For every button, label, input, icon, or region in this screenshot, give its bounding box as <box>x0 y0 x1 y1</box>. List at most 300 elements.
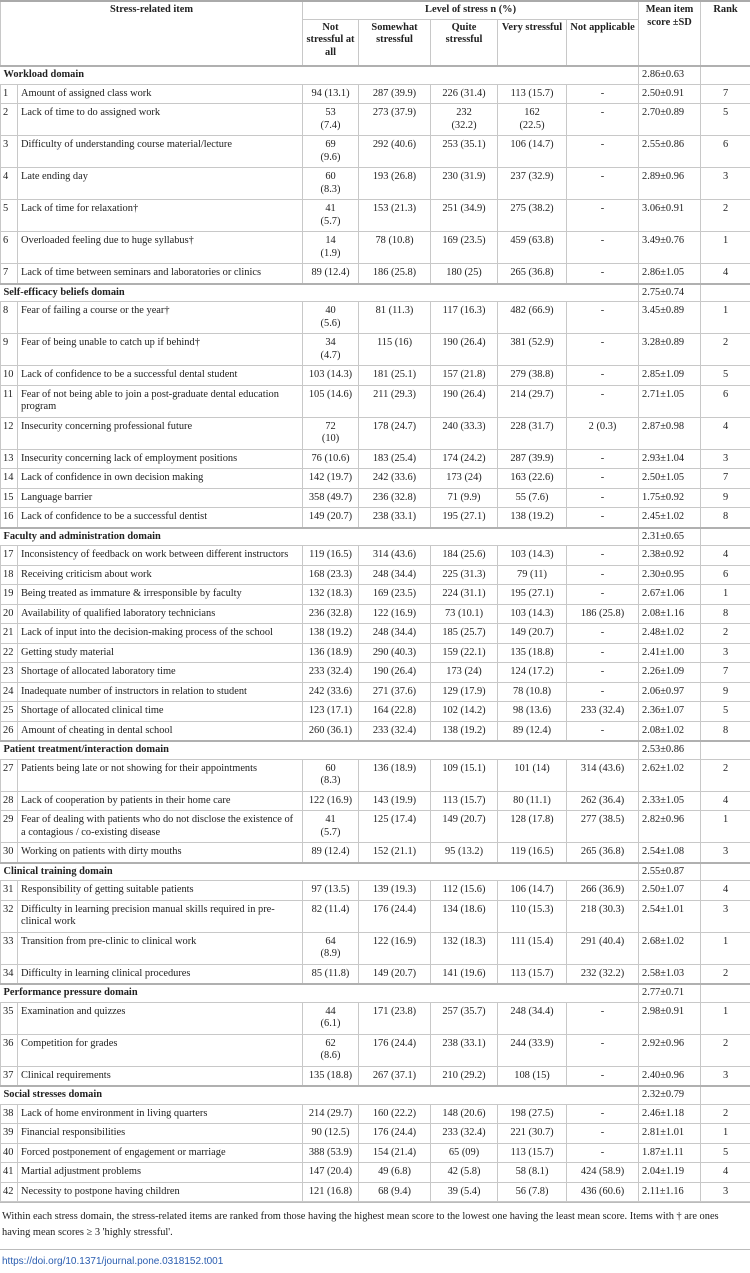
cell-somewhat-stressful: 49 (6.8) <box>359 1163 431 1183</box>
item-mean: 2.70±0.89 <box>639 104 701 136</box>
item-text: Shortage of allocated laboratory time <box>18 663 303 683</box>
cell-not-stressful: 60 (8.3) <box>303 759 359 791</box>
cell-very-stressful: 163 (22.6) <box>498 469 567 489</box>
table-row <box>1 264 750 284</box>
cell-not-stressful: 41 (5.7) <box>303 200 359 232</box>
item-mean: 2.86±1.05 <box>639 264 701 284</box>
cell-very-stressful: 162 (22.5) <box>498 104 567 136</box>
cell-not-stressful: 76 (10.6) <box>303 449 359 469</box>
cell-not-applicable: - <box>567 1104 639 1124</box>
cell-not-stressful: 53 (7.4) <box>303 104 359 136</box>
cell-quite-stressful: 173 (24) <box>431 663 498 683</box>
item-text: Financial responsibilities <box>18 1124 303 1144</box>
item-rank: 2 <box>701 1034 750 1066</box>
cell-not-applicable: - <box>567 565 639 585</box>
cell-quite-stressful: 240 (33.3) <box>431 417 498 449</box>
item-number: 14 <box>1 469 18 489</box>
cell-not-applicable: - <box>567 721 639 741</box>
cell-somewhat-stressful: 183 (25.4) <box>359 449 431 469</box>
item-text: Lack of confidence in own decision making <box>18 469 303 489</box>
domain-row <box>1 1086 750 1104</box>
domain-row <box>1 528 750 546</box>
cell-very-stressful: 79 (11) <box>498 565 567 585</box>
cell-very-stressful: 56 (7.8) <box>498 1182 567 1202</box>
item-rank: 4 <box>701 881 750 901</box>
cell-somewhat-stressful: 242 (33.6) <box>359 469 431 489</box>
item-mean: 2.36±1.07 <box>639 702 701 722</box>
item-text: Amount of assigned class work <box>18 84 303 104</box>
item-text: Lack of home environment in living quarters <box>18 1104 303 1124</box>
header-rank: Rank <box>701 1 750 66</box>
item-text: Receiving criticism about work <box>18 565 303 585</box>
item-mean: 3.28±0.89 <box>639 334 701 366</box>
cell-very-stressful: 214 (29.7) <box>498 385 567 417</box>
item-number: 27 <box>1 759 18 791</box>
item-text: Language barrier <box>18 488 303 508</box>
item-text: Fear of not being able to join a post-graduate dental education program <box>18 385 303 417</box>
item-text: Fear of being unable to catch up if behind† <box>18 334 303 366</box>
item-number: 35 <box>1 1002 18 1034</box>
table-row <box>1 1124 750 1144</box>
cell-not-applicable: - <box>567 624 639 644</box>
table-row <box>1 900 750 932</box>
item-text: Overloaded feeling due to huge syllabus† <box>18 232 303 264</box>
table-row <box>1 136 750 168</box>
cell-very-stressful: 149 (20.7) <box>498 624 567 644</box>
table-row <box>1 84 750 104</box>
cell-not-stressful: 69 (9.6) <box>303 136 359 168</box>
table-row <box>1 1034 750 1066</box>
item-number: 42 <box>1 1182 18 1202</box>
item-rank: 9 <box>701 682 750 702</box>
cell-very-stressful: 58 (8.1) <box>498 1163 567 1183</box>
item-text: Lack of confidence to be a successful dental student <box>18 366 303 386</box>
cell-very-stressful: 138 (19.2) <box>498 508 567 528</box>
cell-quite-stressful: 224 (31.1) <box>431 585 498 605</box>
item-number: 7 <box>1 264 18 284</box>
header-item: Stress-related item <box>1 1 303 66</box>
table-row <box>1 721 750 741</box>
item-mean: 2.04±1.19 <box>639 1163 701 1183</box>
cell-quite-stressful: 157 (21.8) <box>431 366 498 386</box>
table-row <box>1 1104 750 1124</box>
cell-somewhat-stressful: 292 (40.6) <box>359 136 431 168</box>
item-number: 20 <box>1 604 18 624</box>
cell-very-stressful: 248 (34.4) <box>498 1002 567 1034</box>
cell-not-applicable: - <box>567 264 639 284</box>
item-text: Clinical requirements <box>18 1066 303 1086</box>
table-row <box>1 565 750 585</box>
item-number: 40 <box>1 1143 18 1163</box>
item-text: Lack of time for relaxation† <box>18 200 303 232</box>
table-row <box>1 302 750 334</box>
cell-not-stressful: 233 (32.4) <box>303 663 359 683</box>
table-row <box>1 417 750 449</box>
item-rank: 4 <box>701 417 750 449</box>
item-number: 16 <box>1 508 18 528</box>
cell-quite-stressful: 238 (33.1) <box>431 1034 498 1066</box>
item-rank: 6 <box>701 565 750 585</box>
item-mean: 2.06±0.97 <box>639 682 701 702</box>
item-mean: 1.75±0.92 <box>639 488 701 508</box>
domain-name: Patient treatment/interaction domain <box>1 741 639 759</box>
cell-somewhat-stressful: 122 (16.9) <box>359 604 431 624</box>
item-number: 18 <box>1 565 18 585</box>
cell-not-stressful: 90 (12.5) <box>303 1124 359 1144</box>
cell-not-applicable: - <box>567 449 639 469</box>
item-rank: 2 <box>701 964 750 984</box>
item-rank: 8 <box>701 508 750 528</box>
cell-quite-stressful: 149 (20.7) <box>431 811 498 843</box>
item-text: Insecurity concerning professional future <box>18 417 303 449</box>
cell-somewhat-stressful: 176 (24.4) <box>359 900 431 932</box>
item-number: 38 <box>1 1104 18 1124</box>
item-rank: 1 <box>701 811 750 843</box>
item-number: 10 <box>1 366 18 386</box>
cell-quite-stressful: 102 (14.2) <box>431 702 498 722</box>
cell-somewhat-stressful: 290 (40.3) <box>359 643 431 663</box>
cell-not-stressful: 97 (13.5) <box>303 881 359 901</box>
cell-quite-stressful: 226 (31.4) <box>431 84 498 104</box>
item-text: Lack of time between seminars and laboratories or clinics <box>18 264 303 284</box>
table-row <box>1 508 750 528</box>
table-row <box>1 385 750 417</box>
table-row <box>1 488 750 508</box>
table-row <box>1 104 750 136</box>
cell-not-applicable: - <box>567 1066 639 1086</box>
item-mean: 1.87±1.11 <box>639 1143 701 1163</box>
domain-rank-empty <box>701 1086 750 1104</box>
cell-somewhat-stressful: 267 (37.1) <box>359 1066 431 1086</box>
cell-very-stressful: 279 (38.8) <box>498 366 567 386</box>
item-number: 36 <box>1 1034 18 1066</box>
cell-quite-stressful: 117 (16.3) <box>431 302 498 334</box>
cell-somewhat-stressful: 136 (18.9) <box>359 759 431 791</box>
cell-quite-stressful: 95 (13.2) <box>431 843 498 863</box>
item-rank: 1 <box>701 1124 750 1144</box>
table-row <box>1 1002 750 1034</box>
item-rank: 3 <box>701 843 750 863</box>
item-text: Lack of cooperation by patients in their home care <box>18 791 303 811</box>
item-text: Difficulty in learning clinical procedures <box>18 964 303 984</box>
cell-not-applicable: - <box>567 366 639 386</box>
item-text: Fear of dealing with patients who do not disclose the existence of a contagious / co-existing disease <box>18 811 303 843</box>
domain-mean: 2.77±0.71 <box>639 984 701 1002</box>
item-number: 34 <box>1 964 18 984</box>
item-rank: 3 <box>701 900 750 932</box>
item-text: Amount of cheating in dental school <box>18 721 303 741</box>
cell-not-stressful: 85 (11.8) <box>303 964 359 984</box>
cell-very-stressful: 237 (32.9) <box>498 168 567 200</box>
cell-quite-stressful: 129 (17.9) <box>431 682 498 702</box>
header-mean: Mean item score ±SD <box>639 1 701 66</box>
cell-not-applicable: - <box>567 643 639 663</box>
item-mean: 2.82±0.96 <box>639 811 701 843</box>
item-mean: 2.38±0.92 <box>639 546 701 566</box>
item-mean: 2.11±1.16 <box>639 1182 701 1202</box>
cell-not-applicable: - <box>567 1143 639 1163</box>
item-mean: 2.50±1.07 <box>639 881 701 901</box>
item-mean: 2.50±0.91 <box>639 84 701 104</box>
cell-very-stressful: 482 (66.9) <box>498 302 567 334</box>
item-rank: 2 <box>701 200 750 232</box>
item-mean: 2.58±1.03 <box>639 964 701 984</box>
cell-not-applicable: 262 (36.4) <box>567 791 639 811</box>
cell-not-stressful: 142 (19.7) <box>303 469 359 489</box>
item-rank: 3 <box>701 1066 750 1086</box>
cell-very-stressful: 135 (18.8) <box>498 643 567 663</box>
item-number: 25 <box>1 702 18 722</box>
cell-quite-stressful: 185 (25.7) <box>431 624 498 644</box>
item-number: 8 <box>1 302 18 334</box>
cell-very-stressful: 113 (15.7) <box>498 1143 567 1163</box>
header-somewhat-stressful: Somewhat stressful <box>359 19 431 66</box>
item-rank: 8 <box>701 604 750 624</box>
item-number: 23 <box>1 663 18 683</box>
cell-not-stressful: 214 (29.7) <box>303 1104 359 1124</box>
domain-name: Clinical training domain <box>1 863 639 881</box>
item-rank: 7 <box>701 84 750 104</box>
domain-mean: 2.32±0.79 <box>639 1086 701 1104</box>
cell-not-stressful: 136 (18.9) <box>303 643 359 663</box>
cell-quite-stressful: 109 (15.1) <box>431 759 498 791</box>
item-text: Lack of input into the decision-making process of the school <box>18 624 303 644</box>
item-number: 24 <box>1 682 18 702</box>
cell-somewhat-stressful: 211 (29.3) <box>359 385 431 417</box>
item-text: Insecurity concerning lack of employment positions <box>18 449 303 469</box>
cell-very-stressful: 103 (14.3) <box>498 546 567 566</box>
cell-quite-stressful: 113 (15.7) <box>431 791 498 811</box>
domain-name: Performance pressure domain <box>1 984 639 1002</box>
item-rank: 2 <box>701 1104 750 1124</box>
cell-very-stressful: 101 (14) <box>498 759 567 791</box>
cell-not-applicable: - <box>567 84 639 104</box>
item-mean: 2.71±1.05 <box>639 385 701 417</box>
domain-rank-empty <box>701 741 750 759</box>
table-header <box>1 1 750 66</box>
cell-not-applicable: - <box>567 1124 639 1144</box>
cell-not-stressful: 64 (8.9) <box>303 932 359 964</box>
item-mean: 2.54±1.01 <box>639 900 701 932</box>
table-row <box>1 1143 750 1163</box>
cell-quite-stressful: 39 (5.4) <box>431 1182 498 1202</box>
cell-not-stressful: 358 (49.7) <box>303 488 359 508</box>
domain-mean: 2.31±0.65 <box>639 528 701 546</box>
cell-very-stressful: 108 (15) <box>498 1066 567 1086</box>
item-mean: 2.30±0.95 <box>639 565 701 585</box>
item-number: 33 <box>1 932 18 964</box>
item-text: Lack of time to do assigned work <box>18 104 303 136</box>
cell-quite-stressful: 174 (24.2) <box>431 449 498 469</box>
item-number: 41 <box>1 1163 18 1183</box>
item-number: 30 <box>1 843 18 863</box>
domain-rank-empty <box>701 863 750 881</box>
domain-row <box>1 863 750 881</box>
cell-somewhat-stressful: 186 (25.8) <box>359 264 431 284</box>
cell-not-applicable: - <box>567 385 639 417</box>
item-mean: 2.85±1.09 <box>639 366 701 386</box>
cell-quite-stressful: 180 (25) <box>431 264 498 284</box>
cell-very-stressful: 244 (33.9) <box>498 1034 567 1066</box>
table-row <box>1 1066 750 1086</box>
cell-somewhat-stressful: 233 (32.4) <box>359 721 431 741</box>
item-number: 19 <box>1 585 18 605</box>
item-text: Difficulty of understanding course material/lecture <box>18 136 303 168</box>
item-mean: 2.87±0.98 <box>639 417 701 449</box>
item-number: 17 <box>1 546 18 566</box>
cell-quite-stressful: 71 (9.9) <box>431 488 498 508</box>
domain-name: Workload domain <box>1 66 639 84</box>
domain-rank-empty <box>701 984 750 1002</box>
domain-row <box>1 741 750 759</box>
item-number: 28 <box>1 791 18 811</box>
item-number: 13 <box>1 449 18 469</box>
item-text: Inadequate number of instructors in relation to student <box>18 682 303 702</box>
item-mean: 2.67±1.06 <box>639 585 701 605</box>
item-text: Responsibility of getting suitable patients <box>18 881 303 901</box>
item-mean: 2.98±0.91 <box>639 1002 701 1034</box>
item-text: Inconsistency of feedback on work between different instructors <box>18 546 303 566</box>
cell-somewhat-stressful: 164 (22.8) <box>359 702 431 722</box>
header-level: Level of stress n (%) <box>303 1 639 19</box>
cell-not-applicable: 232 (32.2) <box>567 964 639 984</box>
cell-somewhat-stressful: 248 (34.4) <box>359 624 431 644</box>
domain-name: Social stresses domain <box>1 1086 639 1104</box>
domain-row <box>1 984 750 1002</box>
cell-quite-stressful: 138 (19.2) <box>431 721 498 741</box>
domain-name: Faculty and administration domain <box>1 528 639 546</box>
cell-very-stressful: 103 (14.3) <box>498 604 567 624</box>
cell-somewhat-stressful: 122 (16.9) <box>359 932 431 964</box>
cell-not-applicable: 424 (58.9) <box>567 1163 639 1183</box>
header-not-stressful: Not stressful at all <box>303 19 359 66</box>
item-rank: 5 <box>701 104 750 136</box>
item-number: 4 <box>1 168 18 200</box>
cell-quite-stressful: 195 (27.1) <box>431 508 498 528</box>
cell-not-stressful: 236 (32.8) <box>303 604 359 624</box>
cell-not-stressful: 123 (17.1) <box>303 702 359 722</box>
item-number: 32 <box>1 900 18 932</box>
item-mean: 2.48±1.02 <box>639 624 701 644</box>
doi-link[interactable]: https://doi.org/10.1371/journal.pone.0318152.t001 <box>0 1249 750 1273</box>
cell-not-stressful: 40 (5.6) <box>303 302 359 334</box>
cell-not-applicable: 265 (36.8) <box>567 843 639 863</box>
item-text: Transition from pre-clinic to clinical work <box>18 932 303 964</box>
header-not-applicable: Not applicable <box>567 19 639 66</box>
cell-not-stressful: 132 (18.3) <box>303 585 359 605</box>
cell-not-applicable: 233 (32.4) <box>567 702 639 722</box>
item-rank: 8 <box>701 721 750 741</box>
cell-very-stressful: 80 (11.1) <box>498 791 567 811</box>
cell-not-stressful: 44 (6.1) <box>303 1002 359 1034</box>
cell-somewhat-stressful: 125 (17.4) <box>359 811 431 843</box>
item-mean: 2.26±1.09 <box>639 663 701 683</box>
cell-not-applicable: 436 (60.6) <box>567 1182 639 1202</box>
cell-not-stressful: 260 (36.1) <box>303 721 359 741</box>
cell-very-stressful: 106 (14.7) <box>498 881 567 901</box>
table-row <box>1 232 750 264</box>
cell-somewhat-stressful: 181 (25.1) <box>359 366 431 386</box>
item-rank: 3 <box>701 1182 750 1202</box>
item-text: Patients being late or not showing for their appointments <box>18 759 303 791</box>
cell-not-applicable: - <box>567 488 639 508</box>
cell-quite-stressful: 134 (18.6) <box>431 900 498 932</box>
cell-very-stressful: 110 (15.3) <box>498 900 567 932</box>
item-text: Availability of qualified laboratory technicians <box>18 604 303 624</box>
cell-quite-stressful: 141 (19.6) <box>431 964 498 984</box>
table-row <box>1 881 750 901</box>
cell-not-stressful: 149 (20.7) <box>303 508 359 528</box>
item-number: 29 <box>1 811 18 843</box>
cell-quite-stressful: 184 (25.6) <box>431 546 498 566</box>
item-text: Necessity to postpone having children <box>18 1182 303 1202</box>
table-row <box>1 682 750 702</box>
item-number: 5 <box>1 200 18 232</box>
item-number: 11 <box>1 385 18 417</box>
table-row <box>1 604 750 624</box>
cell-quite-stressful: 159 (22.1) <box>431 643 498 663</box>
item-text: Shortage of allocated clinical time <box>18 702 303 722</box>
item-number: 21 <box>1 624 18 644</box>
item-text: Lack of confidence to be a successful dentist <box>18 508 303 528</box>
domain-mean: 2.55±0.87 <box>639 863 701 881</box>
cell-not-applicable: 186 (25.8) <box>567 604 639 624</box>
cell-somewhat-stressful: 68 (9.4) <box>359 1182 431 1202</box>
cell-very-stressful: 113 (15.7) <box>498 84 567 104</box>
cell-somewhat-stressful: 271 (37.6) <box>359 682 431 702</box>
item-rank: 3 <box>701 643 750 663</box>
item-text: Forced postponement of engagement or marriage <box>18 1143 303 1163</box>
item-rank: 2 <box>701 334 750 366</box>
cell-somewhat-stressful: 153 (21.3) <box>359 200 431 232</box>
cell-somewhat-stressful: 78 (10.8) <box>359 232 431 264</box>
item-rank: 6 <box>701 136 750 168</box>
item-mean: 2.54±1.08 <box>639 843 701 863</box>
cell-somewhat-stressful: 160 (22.2) <box>359 1104 431 1124</box>
item-text: Late ending day <box>18 168 303 200</box>
cell-quite-stressful: 112 (15.6) <box>431 881 498 901</box>
cell-quite-stressful: 132 (18.3) <box>431 932 498 964</box>
cell-very-stressful: 98 (13.6) <box>498 702 567 722</box>
item-rank: 5 <box>701 366 750 386</box>
item-mean: 2.93±1.04 <box>639 449 701 469</box>
cell-somewhat-stressful: 139 (19.3) <box>359 881 431 901</box>
cell-very-stressful: 265 (36.8) <box>498 264 567 284</box>
cell-quite-stressful: 257 (35.7) <box>431 1002 498 1034</box>
domain-rank-empty <box>701 284 750 302</box>
item-text: Getting study material <box>18 643 303 663</box>
table-row <box>1 932 750 964</box>
cell-quite-stressful: 73 (10.1) <box>431 604 498 624</box>
cell-somewhat-stressful: 171 (23.8) <box>359 1002 431 1034</box>
item-rank: 9 <box>701 488 750 508</box>
domain-row <box>1 66 750 84</box>
item-rank: 4 <box>701 546 750 566</box>
cell-not-applicable: - <box>567 200 639 232</box>
item-mean: 2.40±0.96 <box>639 1066 701 1086</box>
cell-quite-stressful: 253 (35.1) <box>431 136 498 168</box>
item-number: 15 <box>1 488 18 508</box>
item-rank: 1 <box>701 585 750 605</box>
item-text: Working on patients with dirty mouths <box>18 843 303 863</box>
cell-quite-stressful: 148 (20.6) <box>431 1104 498 1124</box>
cell-not-stressful: 242 (33.6) <box>303 682 359 702</box>
cell-not-applicable: - <box>567 168 639 200</box>
item-rank: 5 <box>701 1143 750 1163</box>
item-rank: 3 <box>701 449 750 469</box>
item-rank: 5 <box>701 702 750 722</box>
item-rank: 4 <box>701 1163 750 1183</box>
